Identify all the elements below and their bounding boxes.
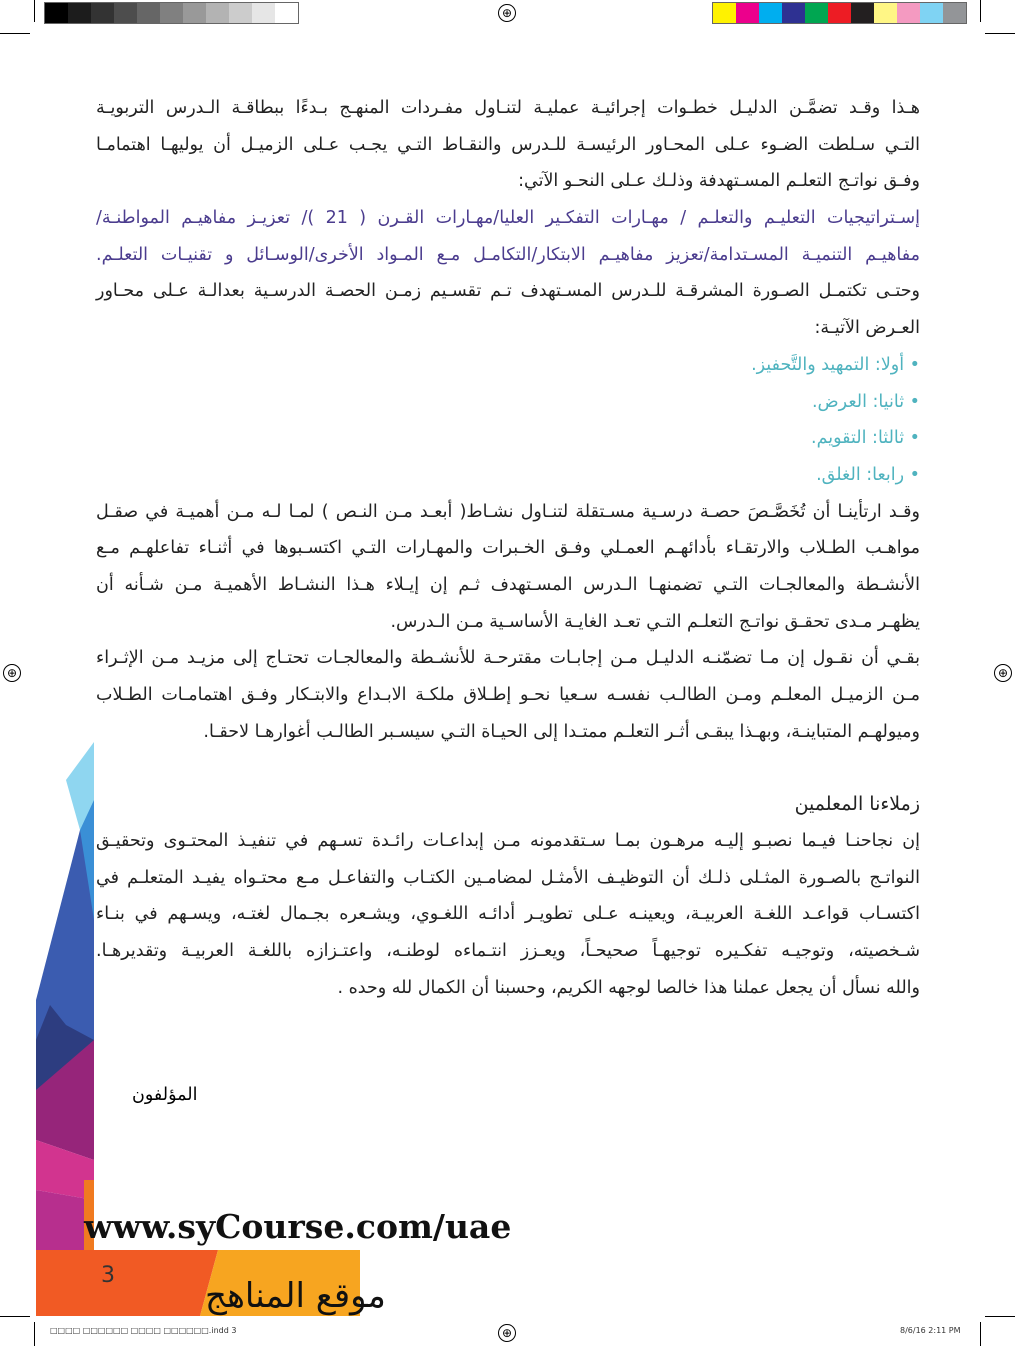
paragraph-line: النواتـج بالصـورة المثـلى ذلـك أن التوظيـف الأمثـل لمضامـين الكتـاب والتفاعـل مـع محتـواه يفيـد المتعلـم في (96, 867, 920, 888)
paragraph-line: بقـي أن نقـول إن مـا تضمّنـه الدليـل مـن إجابـات مقترحـة للأنشـطة والمعالجـات تحتـاج إلى مزيـد مـن الإثـراء (96, 648, 920, 669)
bullet-item: • ثالثا: التقويم. (811, 428, 920, 449)
registration-mark-icon: ⊕ (498, 1324, 516, 1342)
author-signature: المؤلفون (132, 1085, 198, 1105)
paragraph-line: التـي سـلطت الضـوء عـلى المحـاور الرئيسـة للـدرس والنقـاط التـي يجـب عـلى الزميـل أن يوليهـا اهتمامـا (96, 134, 920, 155)
paragraph-line: هـذا وقـد تضمَّـن الدليـل خطـوات إجرائيـة عمليـة لتنـاول مفـردات المنهـج بـدءًا ببطاقـة الـدرس التربويـة (96, 98, 920, 118)
footer-filename: □□□□ □□□□□□ □□□□ □□□□□□.indd 3 (50, 1326, 237, 1335)
paragraph-line: شـخصيته، وتوجيـه تفكـيره توجيهـاً صحيحـاً، ويعـزز انتـماءه لوطنـه، واعتـزازه باللغـة العربيـة وتقديرهـا. (96, 941, 920, 962)
paragraph-line: وحتـى تكتمـل الصـورة المشرقـة للـدرس المسـتهدف تـم تقسـيم زمـن الحصـة الدرسـية بعدالـة عـلى محـاور (96, 281, 920, 302)
bullet-item: • ثانيا: العرض. (811, 391, 920, 412)
section-heading: زملاءنا المعلمين (794, 793, 920, 816)
registration-mark-icon: ⊕ (498, 4, 516, 22)
paragraph-line: وفـق نواتـج التعلـم المسـتهدفة وذلـك عـلى النحـو الآتي: (518, 171, 920, 192)
paragraph-line: الأنشـطة والمعالجـات التـي تضمنهـا الـدرس المسـتهدف ثـم إن إيـلاء هـذا النشـاط الأهميـة مـن شـأنه أن (96, 574, 920, 595)
strategies-line: مفاهيـم التنميـة المسـتدامة/تعزيز مفاهيـم الابتكار/التكامـل مـع المـواد الأخرى/الوسـائل و تقنيـات التعلـم. (96, 244, 920, 265)
paragraph-line: اكتسـاب قواعـد اللغـة العربيـة، ويعينـه عـلى تطويـر أدائـه اللغـوي، ويشـعره بجـمال لغتـه، ويسـهم في بنـاء (96, 904, 920, 925)
watermark-arabic: موقع المناهج (205, 1276, 386, 1316)
footer-timestamp: 8/6/16 2:11 PM (900, 1326, 961, 1335)
paragraph-line: إن نجاحنـا فيـما نصبـو إليـه مرهـون بمـا سـتقدمونه مـن إبداعـات رائـدة تسـهم في تنفيـذ المحتـوى وتحقيـق (96, 831, 920, 852)
registration-mark-icon: ⊕ (3, 664, 21, 682)
paragraph-line: والله نسأل أن يجعل عملنا هذا خالصا لوجهه الكريم، وحسبنا أن الكمال لله وحده . (337, 977, 920, 998)
paragraph-line: مواهـب الطـلاب والارتقـاء بأدائهـم العمـلي وفـق الخـبرات والمهـارات التـي اكتسـبوها في أثنـاء تفاعلهـم مـع (96, 538, 920, 559)
paragraph-line: يظهـر مـدى تحقـق نواتـج التعلـم التـي تعـد الغايـة الأساسـية مـن الـدرس. (390, 611, 920, 632)
bullet-item: • أولا: التمهيد والتَّحفيز. (751, 354, 920, 375)
strategies-line: إسـتراتيجيات التعليـم والتعلـم / مهـارات التفكـير العليا/مهـارات القـرن ( 21 )/ تعزيـز مفاهيـم المواطنـة/ (96, 208, 920, 229)
watermark-url: www.syCourse.com/uae (84, 1207, 512, 1246)
page-number: 3 (101, 1263, 115, 1288)
paragraph-line: وقـد ارتأينـا أن تُخَصَّـصَ حصـة درسـية مسـتقلة لتنـاول نشـاط( أبعـد مـن النـص ) لمـا لـه مـن أهميـة في صقـل (96, 501, 920, 522)
paragraph-line: العـرض الآتيـة: (814, 318, 920, 339)
paragraph-line: مـن الزميـل المعلـم ومـن الطالـب نفسـه سـعيا نحـو إطـلاق ملكـة الابـداع والابتـكار وفـق اهتمامـات الطـلاب (96, 685, 920, 705)
registration-mark-icon: ⊕ (994, 664, 1012, 682)
paragraph-line: وميولهـم المتباينـة، وبهـذا يبقـى أثـر التعلـم ممتـدا إلى الحيـاة التـي سيسـبر الطالـب أغوارهـا لاحقـا. (203, 721, 920, 742)
bullet-item: • رابعا: الغلق. (816, 464, 920, 485)
body-text (96, 90, 920, 1007)
